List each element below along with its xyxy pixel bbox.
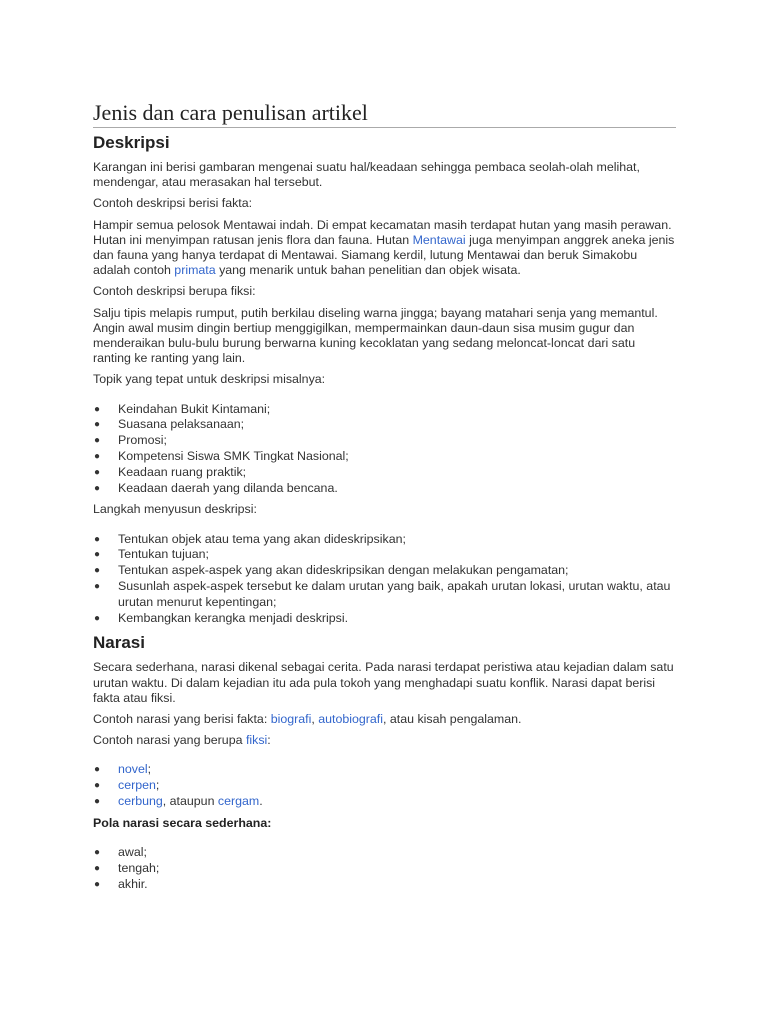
list-item: ● tengah; — [94, 860, 160, 875]
bullet-icon: ● — [94, 862, 101, 874]
bullet-icon: ● — [94, 419, 101, 431]
link-novel[interactable]: novel — [118, 762, 148, 777]
list-item: ● Promosi; — [94, 433, 167, 448]
deskripsi-fakta-label: Contoh deskripsi berisi fakta: — [93, 196, 253, 211]
text-segment: Hampir semua pelosok Mentawai indah. Di empat kecamatan masih terdapat hutan yang masih perawan. Hutan ini menyimpan ratusan jenis flora dan fauna. Hutan — [93, 217, 672, 247]
deskripsi-fiksi-label: Contoh deskripsi berupa fiksi: — [93, 284, 256, 299]
article — [93, 100, 676, 898]
list-item: ● Susunlah aspek-aspek tersebut ke dalam urutan yang baik, apakah urutan lokasi, urutan waktu, atau urutan menurut kepentingan; — [94, 579, 671, 609]
link-biografi[interactable]: biografi — [270, 712, 312, 727]
list-item: ● cerbung, ataupun cergam. — [94, 794, 263, 809]
bullet-icon: ● — [94, 403, 101, 415]
bullet-icon: ● — [94, 780, 101, 792]
fiksi-list — [93, 762, 676, 809]
bullet-icon: ● — [94, 878, 101, 890]
list-item: ● akhir. — [94, 876, 148, 891]
text-segment: yang menarik untuk bahan penelitian dan objek wisata. — [215, 263, 521, 278]
bullet-icon: ● — [94, 451, 101, 463]
list-item: ● Keadaan ruang praktik; — [94, 464, 247, 479]
pola-list — [93, 845, 676, 892]
bullet-icon: ● — [94, 435, 101, 447]
deskripsi-fakta-paragraph — [93, 218, 676, 279]
list-item: ● Tentukan objek atau tema yang akan dideskripsikan; — [94, 531, 406, 546]
deskripsi-langkah-label: Langkah menyusun deskripsi: — [93, 502, 257, 517]
bullet-icon: ● — [94, 533, 101, 545]
link-fiksi[interactable]: fiksi — [245, 733, 268, 748]
pola-narasi-label: Pola narasi secara sederhana: — [93, 815, 272, 830]
narasi-fakta-line: Contoh narasi yang berisi fakta: biografi, autobiografi, atau kisah pengalaman. — [93, 712, 522, 727]
langkah-list — [93, 532, 676, 627]
list-item: ● Tentukan tujuan; — [94, 547, 209, 562]
list-item: ● Tentukan aspek-aspek yang akan dideskripsikan dengan melakukan pengamatan; — [94, 563, 569, 578]
section-heading-deskripsi: Deskripsi — [93, 133, 170, 152]
bullet-icon: ● — [94, 466, 101, 478]
topik-list — [93, 402, 676, 497]
list-item: ● cerpen; — [94, 778, 160, 793]
link-mentawai[interactable]: Mentawai — [412, 232, 466, 247]
list-item: ● Kompetensi Siswa SMK Tingkat Nasional; — [94, 449, 349, 464]
link-primata[interactable]: primata — [174, 263, 216, 278]
deskripsi-fiksi-paragraph: Salju tipis melapis rumput, putih berkilau diseling warna jingga; bayang matahari senja yang memantul. Angin awal musim dingin bertiup menggigilkan, mempermainkan daun-daun sisa musim gugur dan menderaikan bulu-bulu burung berwarna kuning kecoklatan yang sedang meloncat-loncat dari satu ranting ke ranting yang lain. — [93, 305, 658, 366]
link-cergam[interactable]: cergam — [217, 794, 260, 809]
link-autobiografi[interactable]: autobiografi — [318, 712, 383, 727]
list-item: ● Kembangkan kerangka menjadi deskripsi. — [94, 610, 349, 625]
bullet-icon: ● — [94, 482, 101, 494]
bullet-icon: ● — [94, 612, 101, 624]
bullet-icon: ● — [94, 847, 101, 859]
list-item: ● Suasana pelaksanaan; — [94, 417, 245, 432]
list-item: ● Keadaan daerah yang dilanda bencana. — [94, 480, 338, 495]
narasi-fiksi-line: Contoh narasi yang berupa fiksi: — [93, 733, 271, 748]
deskripsi-topik-label: Topik yang tepat untuk deskripsi misalnya: — [93, 372, 326, 387]
list-item: ● Keindahan Bukit Kintamani; — [94, 401, 271, 416]
bullet-icon: ● — [94, 565, 101, 577]
deskripsi-intro: Karangan ini berisi gambaran mengenai suatu hal/keadaan sehingga pembaca seolah-olah melihat, mendengar, atau merasakan hal tersebut. — [93, 160, 640, 190]
text-segment: juga menyimpan anggrek aneka jenis dan fauna yang hanya terdapat di Mentawai. Siamang kerdil, lutung Mentawai dan beruk Simakobu adalah contoh — [93, 232, 675, 278]
narasi-intro: Secara sederhana, narasi dikenal sebagai cerita. Pada narasi terdapat peristiwa atau kejadian dalam satu urutan waktu. Di dalam kejadian itu ada pula tokoh yang menghadapi suatu konflik. Narasi dapat berisi fakta atau fiksi. — [93, 660, 674, 705]
link-cerbung[interactable]: cerbung — [118, 794, 163, 809]
bullet-icon: ● — [94, 764, 101, 776]
page-title: Jenis dan cara penulisan artikel — [93, 100, 676, 128]
list-item: ● novel; — [94, 762, 152, 777]
bullet-icon: ● — [94, 581, 101, 593]
link-cerpen[interactable]: cerpen — [118, 778, 156, 793]
list-item: ● awal; — [94, 845, 147, 860]
bullet-icon: ● — [94, 549, 101, 561]
bullet-icon: ● — [94, 796, 101, 808]
section-heading-narasi: Narasi — [93, 633, 145, 653]
